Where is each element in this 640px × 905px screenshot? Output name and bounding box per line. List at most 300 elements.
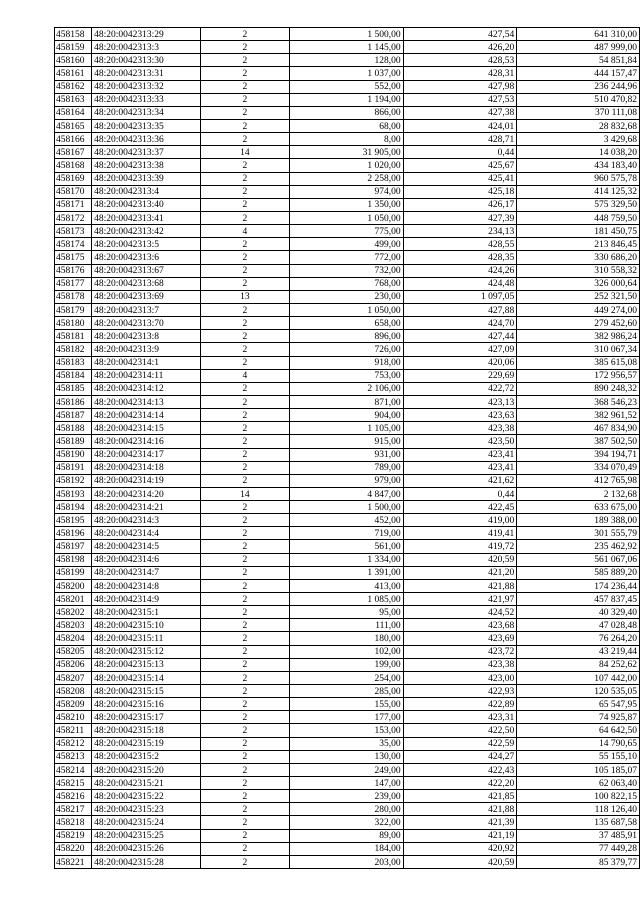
- table-row: [55, 41, 640, 54]
- area-cell: 153,00: [290, 724, 403, 737]
- category-code-cell: 2: [200, 803, 290, 816]
- table-row: [55, 855, 640, 868]
- category-code-cell: 2: [200, 343, 290, 356]
- row-number-cell: 458184: [55, 369, 92, 382]
- area-cell: 322,00: [290, 816, 403, 829]
- specific-value-cell: 424,48: [403, 277, 517, 290]
- cadastral-value-cell: 174 236,44: [517, 579, 640, 592]
- row-number-cell: 458219: [55, 829, 92, 842]
- table-row: [55, 211, 640, 224]
- cadastral-number-cell: 48:20:0042314:16: [92, 435, 200, 448]
- specific-value-cell: 426,17: [403, 198, 517, 211]
- specific-value-cell: 423,69: [403, 632, 517, 645]
- category-code-cell: 2: [200, 264, 290, 277]
- table-row: [55, 159, 640, 172]
- specific-value-cell: 427,44: [403, 330, 517, 343]
- table-row: [55, 382, 640, 395]
- category-code-cell: 2: [200, 67, 290, 80]
- category-code-cell: 2: [200, 816, 290, 829]
- category-code-cell: 4: [200, 369, 290, 382]
- category-code-cell: 2: [200, 80, 290, 93]
- category-code-cell: 2: [200, 185, 290, 198]
- cadastral-number-cell: 48:20:0042314:12: [92, 382, 200, 395]
- category-code-cell: 2: [200, 566, 290, 579]
- cadastral-value-cell: 85 379,77: [517, 855, 640, 868]
- specific-value-cell: 427,54: [403, 28, 517, 41]
- cadastral-value-cell: 457 837,45: [517, 593, 640, 606]
- cadastral-number-cell: 48:20:0042314:9: [92, 593, 200, 606]
- row-number-cell: 458166: [55, 133, 92, 146]
- specific-value-cell: 419,41: [403, 527, 517, 540]
- row-number-cell: 458188: [55, 422, 92, 435]
- specific-value-cell: 421,97: [403, 593, 517, 606]
- table-row: [55, 54, 640, 67]
- specific-value-cell: 428,53: [403, 54, 517, 67]
- specific-value-cell: 428,31: [403, 67, 517, 80]
- area-cell: 155,00: [290, 698, 403, 711]
- row-number-cell: 458190: [55, 448, 92, 461]
- category-code-cell: 2: [200, 606, 290, 619]
- table-row: [55, 448, 640, 461]
- cadastral-value-cell: 55 155,10: [517, 750, 640, 763]
- row-number-cell: 458179: [55, 303, 92, 316]
- table-row: [55, 527, 640, 540]
- cadastral-number-cell: 48:20:0042313:9: [92, 343, 200, 356]
- cadastral-value-cell: 368 546,23: [517, 395, 640, 408]
- cadastral-value-cell: 310 067,34: [517, 343, 640, 356]
- cadastral-value-cell: 370 111,08: [517, 106, 640, 119]
- specific-value-cell: 425,67: [403, 159, 517, 172]
- specific-value-cell: 423,50: [403, 435, 517, 448]
- area-cell: 1 105,00: [290, 422, 403, 435]
- category-code-cell: 2: [200, 303, 290, 316]
- table-row: [55, 303, 640, 316]
- row-number-cell: 458203: [55, 619, 92, 632]
- cadastral-value-cell: 2 132,68: [517, 487, 640, 500]
- area-cell: 918,00: [290, 356, 403, 369]
- table-body: [55, 28, 640, 869]
- row-number-cell: 458162: [55, 80, 92, 93]
- row-number-cell: 458175: [55, 251, 92, 264]
- area-cell: 499,00: [290, 238, 403, 251]
- table-row: [55, 343, 640, 356]
- row-number-cell: 458167: [55, 146, 92, 159]
- table-row: [55, 290, 640, 303]
- category-code-cell: 2: [200, 855, 290, 868]
- area-cell: 177,00: [290, 711, 403, 724]
- area-cell: 1 037,00: [290, 67, 403, 80]
- row-number-cell: 458207: [55, 671, 92, 684]
- area-cell: 1 350,00: [290, 198, 403, 211]
- row-number-cell: 458208: [55, 685, 92, 698]
- cadastral-number-cell: 48:20:0042313:5: [92, 238, 200, 251]
- row-number-cell: 458165: [55, 119, 92, 132]
- cadastral-number-cell: 48:20:0042315:22: [92, 790, 200, 803]
- specific-value-cell: 423,31: [403, 711, 517, 724]
- cadastral-value-cell: 487 999,00: [517, 41, 640, 54]
- cadastral-number-cell: 48:20:0042314:11: [92, 369, 200, 382]
- category-code-cell: 2: [200, 356, 290, 369]
- category-code-cell: 2: [200, 737, 290, 750]
- area-cell: 1 020,00: [290, 159, 403, 172]
- cadastral-number-cell: 48:20:0042314:8: [92, 579, 200, 592]
- area-cell: 128,00: [290, 54, 403, 67]
- area-cell: 2 258,00: [290, 172, 403, 185]
- table-row: [55, 606, 640, 619]
- specific-value-cell: 421,62: [403, 474, 517, 487]
- specific-value-cell: 423,13: [403, 395, 517, 408]
- row-number-cell: 458201: [55, 593, 92, 606]
- row-number-cell: 458218: [55, 816, 92, 829]
- specific-value-cell: 424,26: [403, 264, 517, 277]
- row-number-cell: 458195: [55, 514, 92, 527]
- cadastral-value-cell: 62 063,40: [517, 777, 640, 790]
- row-number-cell: 458216: [55, 790, 92, 803]
- row-number-cell: 458212: [55, 737, 92, 750]
- table-row: [55, 133, 640, 146]
- category-code-cell: 2: [200, 422, 290, 435]
- area-cell: 732,00: [290, 264, 403, 277]
- row-number-cell: 458180: [55, 317, 92, 330]
- category-code-cell: 2: [200, 540, 290, 553]
- row-number-cell: 458220: [55, 842, 92, 855]
- row-number-cell: 458217: [55, 803, 92, 816]
- cadastral-value-cell: 310 558,32: [517, 264, 640, 277]
- cadastral-number-cell: 48:20:0042315:23: [92, 803, 200, 816]
- row-number-cell: 458200: [55, 579, 92, 592]
- table-row: [55, 330, 640, 343]
- area-cell: 866,00: [290, 106, 403, 119]
- cadastral-number-cell: 48:20:0042313:41: [92, 211, 200, 224]
- cadastral-value-cell: 135 687,58: [517, 816, 640, 829]
- table-row: [55, 619, 640, 632]
- category-code-cell: 2: [200, 461, 290, 474]
- specific-value-cell: 424,01: [403, 119, 517, 132]
- specific-value-cell: 421,88: [403, 803, 517, 816]
- area-cell: 1 085,00: [290, 593, 403, 606]
- specific-value-cell: 422,50: [403, 724, 517, 737]
- row-number-cell: 458198: [55, 553, 92, 566]
- category-code-cell: 2: [200, 632, 290, 645]
- row-number-cell: 458163: [55, 93, 92, 106]
- area-cell: 89,00: [290, 829, 403, 842]
- table-row: [55, 395, 640, 408]
- cadastral-value-cell: 100 822,15: [517, 790, 640, 803]
- cadastral-value-cell: 105 185,07: [517, 763, 640, 776]
- cadastral-number-cell: 48:20:0042313:32: [92, 80, 200, 93]
- cadastral-number-cell: 48:20:0042314:4: [92, 527, 200, 540]
- cadastral-number-cell: 48:20:0042314:15: [92, 422, 200, 435]
- specific-value-cell: 425,41: [403, 172, 517, 185]
- cadastral-value-cell: 213 846,45: [517, 238, 640, 251]
- row-number-cell: 458182: [55, 343, 92, 356]
- area-cell: 35,00: [290, 737, 403, 750]
- row-number-cell: 458171: [55, 198, 92, 211]
- table-row: [55, 777, 640, 790]
- area-cell: 719,00: [290, 527, 403, 540]
- table-row: [55, 750, 640, 763]
- category-code-cell: 2: [200, 382, 290, 395]
- category-code-cell: 2: [200, 435, 290, 448]
- specific-value-cell: 0,44: [403, 146, 517, 159]
- area-cell: 904,00: [290, 409, 403, 422]
- cadastral-number-cell: 48:20:0042315:2: [92, 750, 200, 763]
- area-cell: 95,00: [290, 606, 403, 619]
- specific-value-cell: 229,69: [403, 369, 517, 382]
- specific-value-cell: 428,35: [403, 251, 517, 264]
- cadastral-value-cell: 414 125,32: [517, 185, 640, 198]
- specific-value-cell: 422,45: [403, 501, 517, 514]
- row-number-cell: 458192: [55, 474, 92, 487]
- area-cell: 180,00: [290, 632, 403, 645]
- category-code-cell: 2: [200, 645, 290, 658]
- cadastral-number-cell: 48:20:0042315:12: [92, 645, 200, 658]
- cadastral-number-cell: 48:20:0042313:35: [92, 119, 200, 132]
- cadastral-value-cell: 37 485,91: [517, 829, 640, 842]
- table-row: [55, 553, 640, 566]
- cadastral-value-table: [54, 27, 640, 869]
- cadastral-value-cell: 40 329,40: [517, 606, 640, 619]
- cadastral-number-cell: 48:20:0042313:68: [92, 277, 200, 290]
- table-row: [55, 685, 640, 698]
- specific-value-cell: 420,06: [403, 356, 517, 369]
- cadastral-value-cell: 960 575,78: [517, 172, 640, 185]
- category-code-cell: 2: [200, 251, 290, 264]
- row-number-cell: 458199: [55, 566, 92, 579]
- cadastral-number-cell: 48:20:0042313:34: [92, 106, 200, 119]
- specific-value-cell: 422,93: [403, 685, 517, 698]
- specific-value-cell: 420,59: [403, 855, 517, 868]
- row-number-cell: 458159: [55, 41, 92, 54]
- specific-value-cell: 0,44: [403, 487, 517, 500]
- category-code-cell: 2: [200, 501, 290, 514]
- cadastral-value-cell: 382 961,52: [517, 409, 640, 422]
- category-code-cell: 2: [200, 448, 290, 461]
- row-number-cell: 458211: [55, 724, 92, 737]
- specific-value-cell: 419,72: [403, 540, 517, 553]
- cadastral-number-cell: 48:20:0042313:40: [92, 198, 200, 211]
- cadastral-value-cell: 14 790,65: [517, 737, 640, 750]
- cadastral-value-cell: 28 832,68: [517, 119, 640, 132]
- table-row: [55, 579, 640, 592]
- cadastral-value-cell: 236 244,96: [517, 80, 640, 93]
- area-cell: 413,00: [290, 579, 403, 592]
- category-code-cell: 2: [200, 790, 290, 803]
- cadastral-number-cell: 48:20:0042315:14: [92, 671, 200, 684]
- specific-value-cell: 423,41: [403, 448, 517, 461]
- row-number-cell: 458189: [55, 435, 92, 448]
- specific-value-cell: 427,09: [403, 343, 517, 356]
- specific-value-cell: 423,00: [403, 671, 517, 684]
- specific-value-cell: 424,70: [403, 317, 517, 330]
- area-cell: 974,00: [290, 185, 403, 198]
- category-code-cell: 2: [200, 579, 290, 592]
- area-cell: 102,00: [290, 645, 403, 658]
- cadastral-value-cell: 47 028,48: [517, 619, 640, 632]
- table-row: [55, 80, 640, 93]
- table-row: [55, 93, 640, 106]
- area-cell: 1 391,00: [290, 566, 403, 579]
- row-number-cell: 458173: [55, 225, 92, 238]
- specific-value-cell: 427,88: [403, 303, 517, 316]
- cadastral-number-cell: 48:20:0042314:20: [92, 487, 200, 500]
- category-code-cell: 2: [200, 41, 290, 54]
- specific-value-cell: 423,72: [403, 645, 517, 658]
- cadastral-value-cell: 326 000,64: [517, 277, 640, 290]
- category-code-cell: 2: [200, 763, 290, 776]
- category-code-cell: 2: [200, 317, 290, 330]
- category-code-cell: 2: [200, 724, 290, 737]
- cadastral-number-cell: 48:20:0042313:4: [92, 185, 200, 198]
- cadastral-number-cell: 48:20:0042315:25: [92, 829, 200, 842]
- cadastral-value-cell: 54 851,84: [517, 54, 640, 67]
- cadastral-number-cell: 48:20:0042313:67: [92, 264, 200, 277]
- cadastral-value-cell: 561 067,06: [517, 553, 640, 566]
- cadastral-number-cell: 48:20:0042315:24: [92, 816, 200, 829]
- cadastral-number-cell: 48:20:0042315:10: [92, 619, 200, 632]
- cadastral-value-cell: 575 329,50: [517, 198, 640, 211]
- cadastral-value-cell: 394 194,71: [517, 448, 640, 461]
- cadastral-number-cell: 48:20:0042314:6: [92, 553, 200, 566]
- row-number-cell: 458160: [55, 54, 92, 67]
- cadastral-number-cell: 48:20:0042314:19: [92, 474, 200, 487]
- category-code-cell: 2: [200, 133, 290, 146]
- cadastral-value-cell: 330 686,20: [517, 251, 640, 264]
- row-number-cell: 458170: [55, 185, 92, 198]
- cadastral-number-cell: 48:20:0042313:8: [92, 330, 200, 343]
- area-cell: 254,00: [290, 671, 403, 684]
- category-code-cell: 2: [200, 93, 290, 106]
- row-number-cell: 458197: [55, 540, 92, 553]
- category-code-cell: 4: [200, 225, 290, 238]
- specific-value-cell: 421,19: [403, 829, 517, 842]
- cadastral-number-cell: 48:20:0042315:13: [92, 658, 200, 671]
- table-row: [55, 487, 640, 500]
- area-cell: 768,00: [290, 277, 403, 290]
- table-row: [55, 146, 640, 159]
- cadastral-value-cell: 448 759,50: [517, 211, 640, 224]
- area-cell: 772,00: [290, 251, 403, 264]
- category-code-cell: 2: [200, 238, 290, 251]
- row-number-cell: 458181: [55, 330, 92, 343]
- row-number-cell: 458193: [55, 487, 92, 500]
- row-number-cell: 458187: [55, 409, 92, 422]
- specific-value-cell: 423,41: [403, 461, 517, 474]
- category-code-cell: 2: [200, 553, 290, 566]
- category-code-cell: 13: [200, 290, 290, 303]
- cadastral-number-cell: 48:20:0042315:15: [92, 685, 200, 698]
- table-row: [55, 711, 640, 724]
- cadastral-value-cell: 181 450,75: [517, 225, 640, 238]
- document-page: [54, 27, 640, 869]
- table-row: [55, 763, 640, 776]
- category-code-cell: 2: [200, 330, 290, 343]
- table-row: [55, 698, 640, 711]
- category-code-cell: 2: [200, 106, 290, 119]
- row-number-cell: 458168: [55, 159, 92, 172]
- row-number-cell: 458206: [55, 658, 92, 671]
- area-cell: 130,00: [290, 750, 403, 763]
- area-cell: 979,00: [290, 474, 403, 487]
- cadastral-value-cell: 189 388,00: [517, 514, 640, 527]
- table-row: [55, 225, 640, 238]
- cadastral-value-cell: 3 429,68: [517, 133, 640, 146]
- table-row: [55, 106, 640, 119]
- area-cell: 4 847,00: [290, 487, 403, 500]
- table-row: [55, 119, 640, 132]
- category-code-cell: 2: [200, 842, 290, 855]
- category-code-cell: 2: [200, 172, 290, 185]
- area-cell: 280,00: [290, 803, 403, 816]
- category-code-cell: 2: [200, 119, 290, 132]
- table-row: [55, 461, 640, 474]
- table-row: [55, 842, 640, 855]
- table-row: [55, 67, 640, 80]
- area-cell: 561,00: [290, 540, 403, 553]
- category-code-cell: 2: [200, 54, 290, 67]
- row-number-cell: 458178: [55, 290, 92, 303]
- cadastral-value-cell: 118 126,40: [517, 803, 640, 816]
- area-cell: 753,00: [290, 369, 403, 382]
- specific-value-cell: 422,72: [403, 382, 517, 395]
- cadastral-value-cell: 74 925,87: [517, 711, 640, 724]
- area-cell: 230,00: [290, 290, 403, 303]
- category-code-cell: 14: [200, 146, 290, 159]
- cadastral-number-cell: 48:20:0042313:38: [92, 159, 200, 172]
- row-number-cell: 458209: [55, 698, 92, 711]
- category-code-cell: 2: [200, 698, 290, 711]
- cadastral-value-cell: 252 321,50: [517, 290, 640, 303]
- category-code-cell: 2: [200, 527, 290, 540]
- specific-value-cell: 428,55: [403, 238, 517, 251]
- table-row: [55, 816, 640, 829]
- table-row: [55, 369, 640, 382]
- area-cell: 871,00: [290, 395, 403, 408]
- cadastral-number-cell: 48:20:0042315:16: [92, 698, 200, 711]
- row-number-cell: 458158: [55, 28, 92, 41]
- area-cell: 658,00: [290, 317, 403, 330]
- category-code-cell: 2: [200, 277, 290, 290]
- area-cell: 239,00: [290, 790, 403, 803]
- category-code-cell: 2: [200, 777, 290, 790]
- specific-value-cell: 422,43: [403, 763, 517, 776]
- cadastral-value-cell: 510 470,82: [517, 93, 640, 106]
- specific-value-cell: 420,92: [403, 842, 517, 855]
- cadastral-number-cell: 48:20:0042314:13: [92, 395, 200, 408]
- specific-value-cell: 423,38: [403, 658, 517, 671]
- row-number-cell: 458214: [55, 763, 92, 776]
- area-cell: 726,00: [290, 343, 403, 356]
- specific-value-cell: 427,53: [403, 93, 517, 106]
- specific-value-cell: 427,38: [403, 106, 517, 119]
- area-cell: 1 500,00: [290, 28, 403, 41]
- row-number-cell: 458210: [55, 711, 92, 724]
- cadastral-number-cell: 48:20:0042314:5: [92, 540, 200, 553]
- specific-value-cell: 421,85: [403, 790, 517, 803]
- specific-value-cell: 423,38: [403, 422, 517, 435]
- row-number-cell: 458205: [55, 645, 92, 658]
- table-row: [55, 185, 640, 198]
- cadastral-number-cell: 48:20:0042315:17: [92, 711, 200, 724]
- table-row: [55, 422, 640, 435]
- cadastral-value-cell: 77 449,28: [517, 842, 640, 855]
- table-row: [55, 632, 640, 645]
- area-cell: 147,00: [290, 777, 403, 790]
- cadastral-number-cell: 48:20:0042313:69: [92, 290, 200, 303]
- row-number-cell: 458191: [55, 461, 92, 474]
- row-number-cell: 458161: [55, 67, 92, 80]
- cadastral-number-cell: 48:20:0042313:70: [92, 317, 200, 330]
